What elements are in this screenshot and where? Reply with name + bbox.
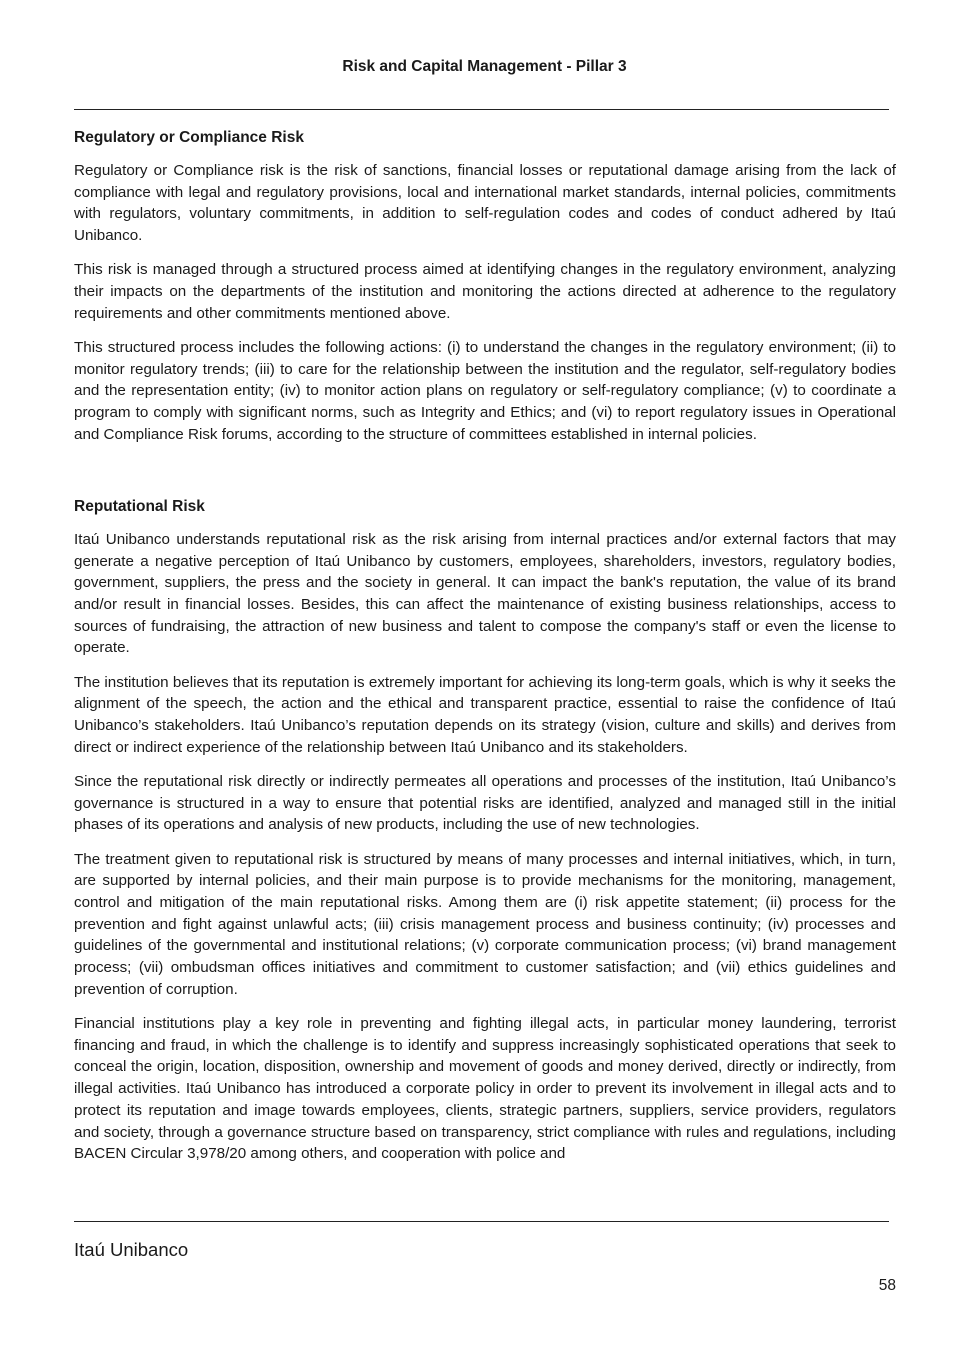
paragraph: Itaú Unibanco understands reputational risk as the risk arising from internal practices and/or external factors that may generate a negative perception of Itaú Unibanco by customers, employees, shareholders, investors, regulatory bodies, government, suppliers, the press and the society in general. It can impact the bank's reputation, the value of its brand and/or result in financial losses. Besides, this can affect the maintenance of existing business relationships, access to sources of fundraising, the attraction of new business and talent to compose the company's staff or even the license to operate.	[74, 530, 896, 657]
paragraph: This structured process includes the following actions: (i) to understand the changes in the regulatory environment; (ii) to monitor regulatory trends; (iii) to care for the relationship between the institution and the regulator, self-regulatory bodies and the representation entity; (iv) to monitor action plans on regulatory or self-regulatory compliance; (v) to coordinate a program to comply with significant norms, such as Integrity and Ethics; and (vi) to report regulatory issues in Operational and Compliance Risk forums, according to the structure of committees established in internal policies.	[74, 338, 896, 443]
page-number: 58	[878, 1277, 896, 1294]
footer-company-name: Itaú Unibanco	[74, 1239, 189, 1260]
section-spacer	[74, 458, 896, 496]
section-title: Regulatory or Compliance Risk	[74, 129, 304, 146]
paragraph: Since the reputational risk directly or indirectly permeates all operations and processes of the institution, Itaú Unibanco’s governance is structured in a way to ensure that potential risks are identified, analyzed and managed still in the initial phases of its operations and analysis of new products, including the use of new technologies.	[74, 772, 896, 834]
paragraph: The institution believes that its reputation is extremely important for achieving its long-term goals, which is why it seeks the alignment of the speech, the action and the ethical and transparent practice, essential to raise the confidence of Itaú Unibanco’s stakeholders. Itaú Unibanco’s reputation depends on its strategy (vision, culture and skills) and derives from direct or indirect experience of the relationship between Itaú Unibanco and its stakeholders.	[74, 673, 896, 756]
page-header-title: Risk and Capital Management - Pillar 3	[342, 58, 627, 75]
section-regulatory-compliance-risk	[74, 127, 896, 445]
paragraph: The treatment given to reputational risk is structured by means of many processes and internal initiatives, which, in turn, are supported by internal policies, and their main purpose is to provide mechanisms for the monitoring, management, control and mitigation of the main reputational risks. Among them are (i) risk appetite statement; (ii) process for the prevention and fight against unlawful acts; (iii) crisis management process and business continuity; (iv) processes and guidelines of the governmental and institutional relations; (v) corporate communication process; (vi) brand management process; (vii) ombudsman offices initiatives and commitment to customer satisfaction; and (vii) ethics guidelines and prevention of corruption.	[74, 850, 896, 998]
paragraph: Financial institutions play a key role in preventing and fighting illegal acts, in particular money laundering, terrorist financing and fraud, in which the challenge is to identify and suppress increasingly sophisticated operations that seek to conceal the origin, location, disposition, ownership and movement of goods and money derived, directly or indirectly, from illegal activities. Itaú Unibanco has introduced a corporate policy in order to prevent its involvement in illegal acts and to protect its reputation and image towards employees, clients, strategic partners, suppliers, service providers, regulators and society, through a governance structure based on transparency, strict compliance with rules and regulations, including BACEN Circular 3,978/20 among others, and cooperation with police and	[74, 1015, 896, 1163]
footer-divider	[74, 1221, 889, 1222]
paragraph: Regulatory or Compliance risk is the risk of sanctions, financial losses or reputational damage arising from the lack of compliance with legal and regulatory provisions, local and international market standards, internal policies, commitments with regulators, voluntary commitments, in addition to self-regulation codes and codes of conduct adhered by Itaú Unibanco.	[74, 162, 896, 245]
header-divider	[74, 109, 889, 110]
paragraph: This risk is managed through a structured process aimed at identifying changes in the regulatory environment, analyzing their impacts on the departments of the institution and monitoring the actions directed at adherence to the regulatory requirements and other commitments mentioned above.	[74, 261, 896, 322]
section-title: Reputational Risk	[74, 497, 205, 515]
document-body	[74, 127, 896, 1177]
section-reputational-risk	[74, 496, 896, 1165]
